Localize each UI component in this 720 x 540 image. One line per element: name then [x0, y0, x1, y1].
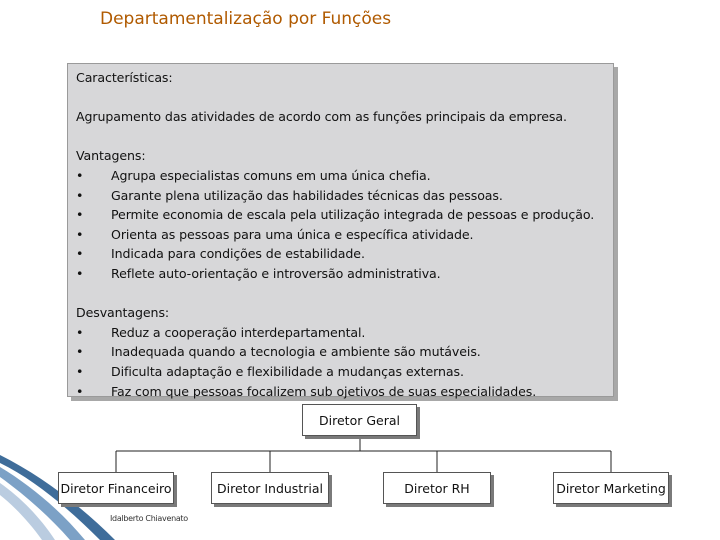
- bullet-icon: •: [76, 207, 84, 223]
- org-node-diretor-marketing: Diretor Marketing: [553, 472, 669, 504]
- org-node-diretor-rh: Diretor RH: [383, 472, 491, 504]
- bullet-icon: •: [76, 226, 84, 242]
- list-item: • Dificulta adaptação e flexibilidade a mudanças externas.: [76, 362, 613, 382]
- bullet-icon: •: [76, 383, 84, 399]
- desvantagens-heading: Desvantagens:: [76, 305, 170, 321]
- list-item: • Reduz a cooperação interdepartamental.: [76, 323, 613, 343]
- bullet-icon: •: [76, 187, 84, 203]
- caracteristicas-heading: Características:: [76, 70, 173, 85]
- page-title: Departamentalização por Funções: [100, 9, 392, 29]
- list-item: • Garante plena utilização das habilidades técnicas das pessoas.: [76, 186, 613, 206]
- org-node-diretor-geral: Diretor Geral: [302, 404, 417, 436]
- vantagens-heading: Vantagens:: [76, 148, 146, 164]
- bullet-icon: •: [76, 344, 84, 360]
- bullet-icon: •: [76, 363, 84, 379]
- list-item: • Reflete auto-orientação e introversão administrativa.: [76, 264, 613, 284]
- list-item: • Orienta as pessoas para uma única e específica atividade.: [76, 225, 613, 245]
- bullet-icon: •: [76, 265, 84, 281]
- list-item: • Inadequada quando a tecnologia e ambiente são mutáveis.: [76, 342, 613, 362]
- org-node-diretor-industrial: Diretor Industrial: [211, 472, 329, 504]
- credit-text: Idalberto Chiavenato: [110, 514, 188, 523]
- list-item: • Indicada para condições de estabilidade.: [76, 244, 613, 264]
- bullet-icon: •: [76, 167, 84, 183]
- bullet-icon: •: [76, 324, 84, 340]
- bullet-icon: •: [76, 246, 84, 262]
- org-node-diretor-financeiro: Diretor Financeiro: [58, 472, 174, 504]
- list-item: • Permite economia de escala pela utilização integrada de pessoas e produção.: [76, 205, 613, 225]
- list-item: • Faz com que pessoas focalizem sub ojetivos de suas especialidades.: [76, 382, 613, 402]
- list-item: • Agrupa especialistas comuns em uma única chefia.: [76, 166, 613, 186]
- caracteristicas-text: Agrupamento das atividades de acordo com as funções principais da empresa.: [76, 109, 567, 125]
